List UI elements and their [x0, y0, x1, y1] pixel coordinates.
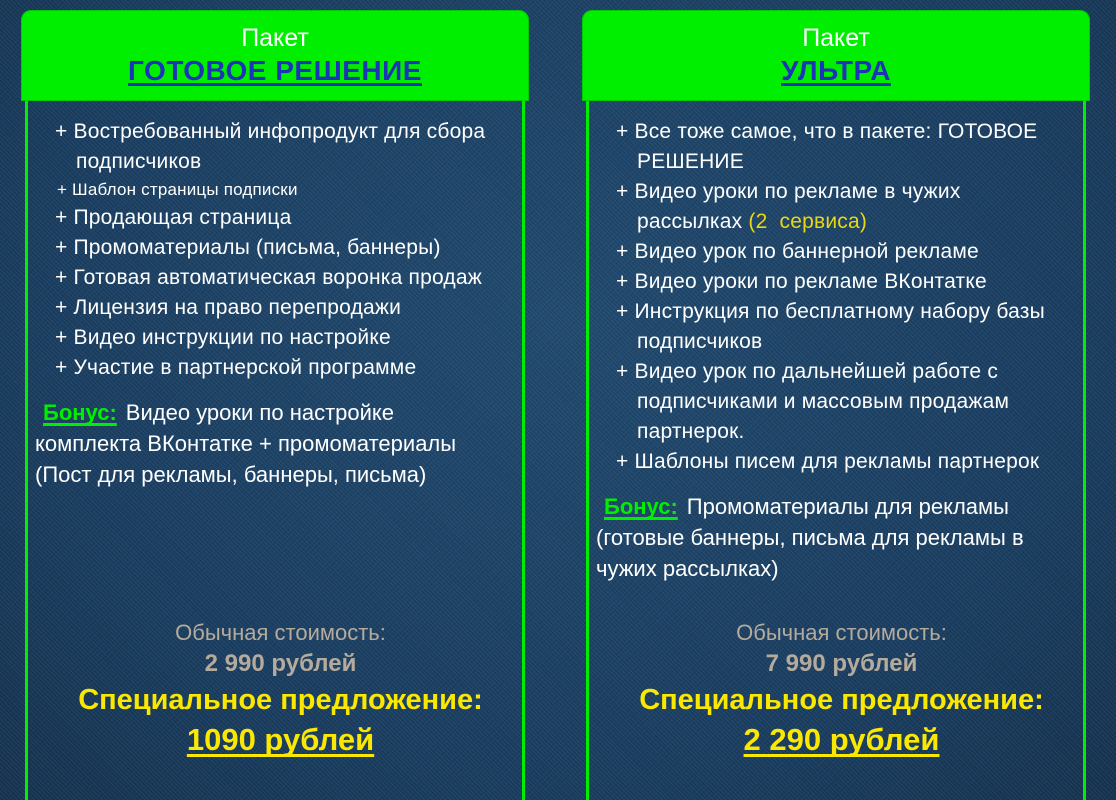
special-offer-label: Специальное предложение:	[639, 684, 1044, 716]
feature-highlight-text: (2 сервиса)	[748, 210, 868, 233]
feature-item: + Инструкция по бесплатному набору базы подписчиков	[616, 300, 1045, 353]
special-offer-price-link[interactable]: 1090 рублей	[186, 722, 375, 757]
package-card-ultra	[582, 10, 1090, 800]
feature-list	[616, 117, 1067, 477]
package-title-link[interactable]: ГОТОВОЕ РЕШЕНИЕ	[128, 55, 422, 86]
bonus-text: Промоматериалы для рекламы (готовые баннеры, письма для рекламы в чужих рассылках)	[596, 494, 1024, 581]
feature-item: + Видео уроки по рекламе ВКонтатке	[616, 270, 987, 293]
special-offer-price-link[interactable]: 2 290 рублей	[743, 722, 940, 757]
regular-price: 7 990 рублей	[765, 650, 918, 677]
card-header	[582, 10, 1090, 101]
bonus-text: Видео уроки по настройке комплекта ВКонтатке + промоматериалы (Пост для рекламы, баннеры, письма)	[35, 400, 457, 487]
bonus-paragraph	[596, 491, 1067, 584]
pricing-block	[616, 618, 1067, 780]
feature-item: + Все тоже самое, что в пакете: ГОТОВОЕ РЕШЕНИЕ	[616, 120, 1038, 173]
feature-item-highlight	[616, 177, 1067, 237]
feature-item: + Востребованный инфопродукт для сбора подписчиков	[55, 120, 486, 173]
package-card-gotovoe-reshenie	[21, 10, 529, 800]
card-body	[586, 101, 1086, 800]
package-title-link[interactable]: УЛЬТРА	[781, 55, 891, 86]
regular-price-label: Обычная стоимость:	[175, 620, 386, 645]
regular-price: 2 990 рублей	[204, 650, 357, 677]
package-prefix: Пакет	[802, 24, 870, 52]
card-body	[25, 101, 525, 800]
feature-item: + Видео урок по дальнейшей работе с подписчиками и массовым продажам партнерок.	[616, 360, 1010, 443]
card-header	[21, 10, 529, 101]
feature-item: + Готовая автоматическая воронка продаж	[55, 266, 483, 289]
feature-item: + Продающая страница	[55, 206, 292, 229]
bonus-paragraph	[35, 397, 506, 490]
feature-item: + Видео инструкции по настройке	[55, 326, 391, 349]
bonus-label: Бонус:	[43, 400, 117, 425]
package-prefix: Пакет	[241, 24, 309, 52]
pricing-block	[55, 618, 506, 780]
feature-item: + Промоматериалы (письма, баннеры)	[55, 236, 441, 259]
feature-item: + Шаблон страницы подписки	[57, 180, 298, 199]
feature-list	[55, 117, 506, 383]
feature-item: + Шаблоны писем для рекламы партнерок	[616, 450, 1040, 473]
feature-text: + Видео уроки по рекламе в чужих рассылках	[616, 180, 961, 233]
feature-item: + Участие в партнерской программе	[55, 356, 417, 379]
regular-price-label: Обычная стоимость:	[736, 620, 947, 645]
bonus-label: Бонус:	[604, 494, 678, 519]
special-offer-label: Специальное предложение:	[78, 684, 483, 716]
feature-item: + Лицензия на право перепродажи	[55, 296, 402, 319]
feature-item: + Видео урок по баннерной рекламе	[616, 240, 979, 263]
